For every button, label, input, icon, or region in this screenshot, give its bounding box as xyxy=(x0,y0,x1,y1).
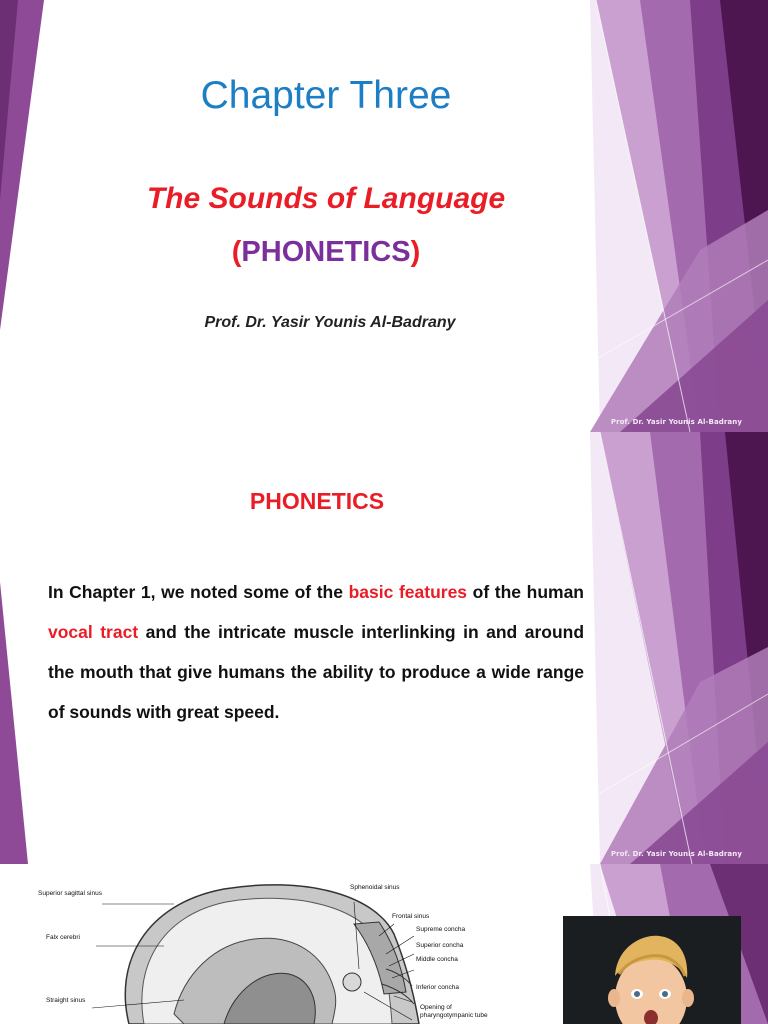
label-frontal-sinus: Frontal sinus xyxy=(392,913,430,920)
label-superior-sagittal-sinus: Superior sagittal sinus xyxy=(38,890,102,897)
para-text-3: and the intricate muscle interlinking in and around the mouth that give humans the ability to produce a wide range of sounds with great speed. xyxy=(48,622,585,722)
highlight-basic-features: basic features xyxy=(348,582,468,602)
label-opening-line2: pharyngotympanic tube xyxy=(420,1012,488,1019)
phonetics-paragraph xyxy=(48,572,584,732)
head-cross-section-illustration xyxy=(34,874,554,1024)
label-opening-line1: Opening of xyxy=(420,1004,452,1011)
title-slide xyxy=(0,0,768,432)
phonetics-word: PHONETICS xyxy=(241,236,411,268)
slide-decoration xyxy=(0,0,768,432)
paren-open: ( xyxy=(231,236,242,268)
label-sphenoidal-sinus: Sphenoidal sinus xyxy=(350,884,400,891)
phonetics-subtitle xyxy=(0,236,652,269)
slide-footer: Prof. Dr. Yasir Younis Al-Badrany xyxy=(610,850,742,858)
author-name: Prof. Dr. Yasir Younis Al-Badrany xyxy=(204,314,456,331)
label-middle-concha: Middle concha xyxy=(416,956,458,963)
label-falx-cerebri: Falx cerebri xyxy=(46,934,80,941)
anatomy-slide xyxy=(0,864,768,1024)
chapter-title: Chapter Three xyxy=(200,74,452,117)
child-photo xyxy=(563,916,741,1024)
slide-footer: Prof. Dr. Yasir Younis Al-Badrany xyxy=(610,418,742,426)
label-straight-sinus: Straight sinus xyxy=(46,997,86,1004)
phonetics-slide xyxy=(0,432,768,864)
para-text-2: of the human xyxy=(467,582,585,602)
paren-close: ) xyxy=(410,236,421,268)
label-superior-concha: Superior concha xyxy=(416,942,464,949)
child-face-illustration xyxy=(563,916,741,1024)
label-inferior-concha: Inferior concha xyxy=(416,984,459,991)
para-text-1: In Chapter 1, we noted some of the xyxy=(48,582,349,602)
label-supreme-concha: Supreme concha xyxy=(416,926,466,933)
chapter-subtitle: The Sounds of Language xyxy=(146,182,506,215)
highlight-vocal-tract: vocal tract xyxy=(48,622,139,642)
phonetics-heading: PHONETICS xyxy=(249,488,385,514)
